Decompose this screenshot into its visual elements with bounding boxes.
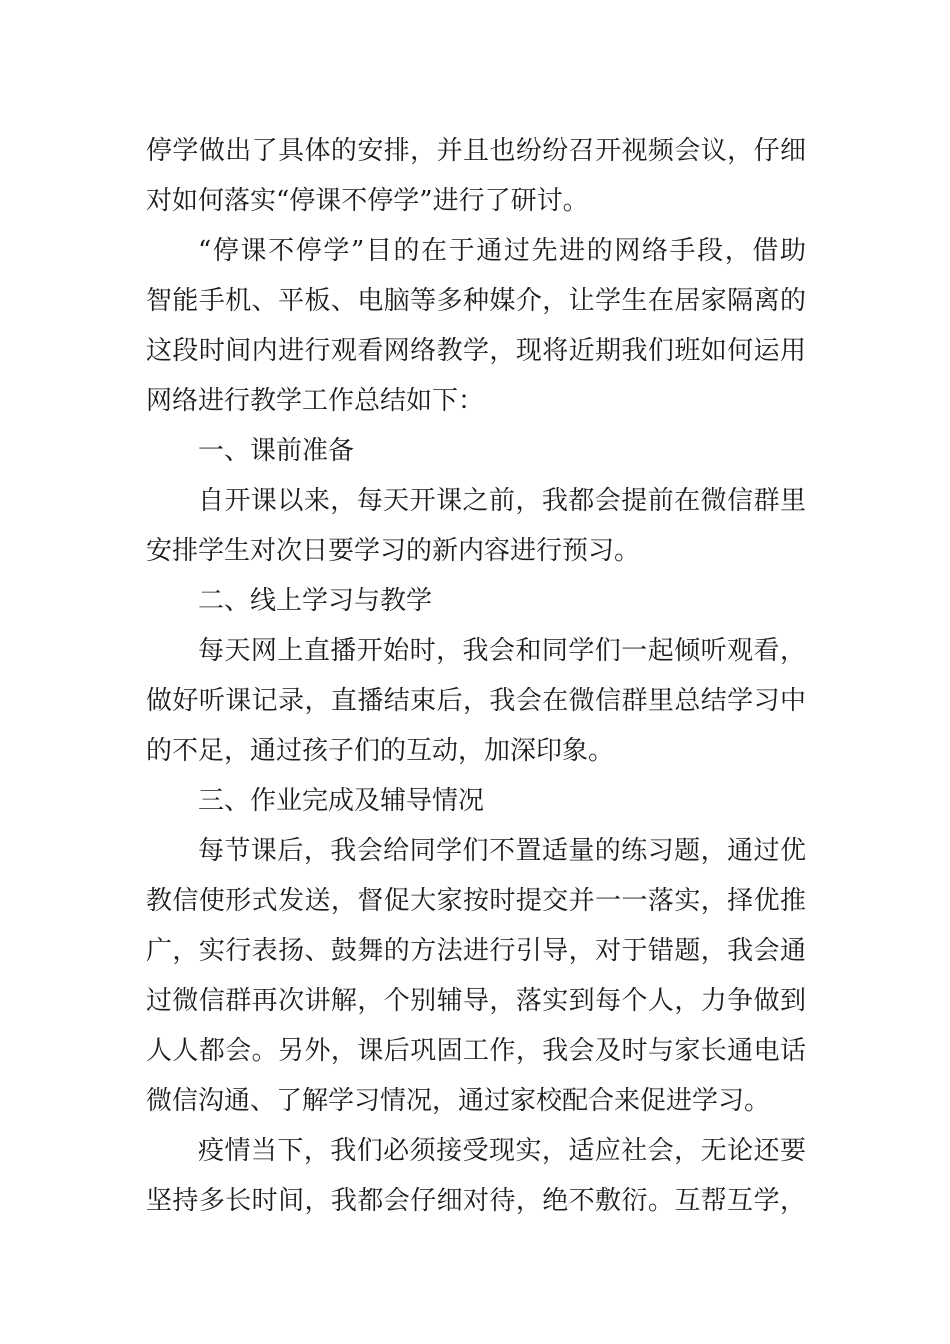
text-line: 疫情当下，我们必须接受现实，适应社会，无论还要 (198, 1136, 806, 1166)
text-line: 广，实行表扬、鼓舞的方法进行引导，对于错题，我会通 (146, 936, 806, 966)
text-line: 三、作业完成及辅导情况 (198, 786, 485, 816)
text-line: 安排学生对次日要学习的新内容进行预习。 (146, 536, 641, 566)
text-line: 网络进行教学工作总结如下： (146, 386, 485, 416)
text-line: 教信使形式发送，督促大家按时提交并一一落实，择优推 (146, 886, 806, 916)
paragraph (146, 826, 806, 1126)
paragraph (146, 626, 806, 776)
text-line: 的不足，通过孩子们的互动，加深印象。 (146, 736, 615, 766)
text-line: 每天网上直播开始时，我会和同学们一起倾听观看， (198, 636, 806, 666)
text-line: 微信沟通、了解学习情况，通过家校配合来促进学习。 (146, 1086, 771, 1116)
text-line: 做好听课记录，直播结束后，我会在微信群里总结学习中 (146, 686, 806, 716)
text-line: 坚持多长时间，我都会仔细对待，绝不敷衍。互帮互学， (146, 1186, 806, 1216)
text-line: 一、课前准备 (198, 436, 355, 466)
text-line: “停课不停学”目的在于通过先进的网络手段，借助 (198, 236, 806, 266)
paragraph (146, 776, 806, 826)
document-body (146, 126, 806, 1226)
text-line: 对如何落实“停课不停学”进行了研讨。 (146, 186, 589, 216)
text-line: 每节课后，我会给同学们不置适量的练习题，通过优 (198, 836, 806, 866)
text-line: 二、线上学习与教学 (198, 586, 433, 616)
paragraph (146, 226, 806, 426)
paragraph (146, 576, 806, 626)
paragraph (146, 426, 806, 476)
paragraph (146, 476, 806, 576)
paragraph (146, 1126, 806, 1226)
text-line: 这段时间内进行观看网络教学，现将近期我们班如何运用 (146, 336, 806, 366)
text-line: 过微信群再次讲解，个别辅导，落实到每个人，力争做到 (146, 986, 806, 1016)
text-line: 人人都会。另外，课后巩固工作，我会及时与家长通电话 (146, 1036, 806, 1066)
text-line: 智能手机、平板、电脑等多种媒介，让学生在居家隔离的 (146, 286, 806, 316)
text-line: 停学做出了具体的安排，并且也纷纷召开视频会议，仔细 (146, 136, 806, 166)
text-line: 自开课以来，每天开课之前，我都会提前在微信群里 (198, 486, 806, 516)
paragraph (146, 126, 806, 226)
